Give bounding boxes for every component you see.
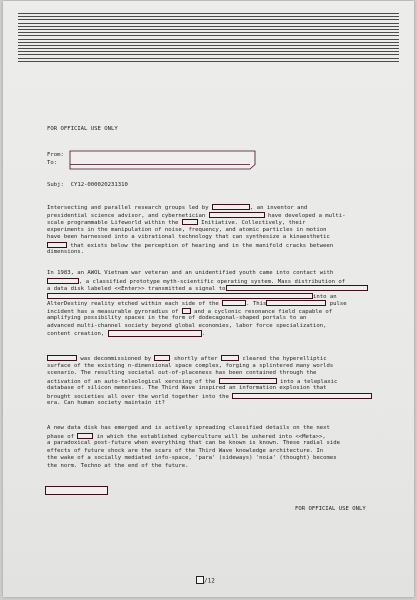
text-span: into a teleplaxic [280,378,338,385]
text-span: Intersecting and parallel research groups led by [47,205,209,212]
text-line: A new data disk has emerged and is actively spreading classified details on the next [47,425,330,431]
text-line: era. Can human society maintain it? [47,400,165,407]
text-span: Initiative. Collectively, their [201,220,306,227]
classification-marking-top: FOR OFFICIAL USE ONLY [47,126,118,132]
text-line: amplifying possibility spaces in the form of dodecagonal-shaped portals to an [47,315,307,322]
redaction-box [226,285,368,291]
text-line: the norm. Techno at the end of the future. [47,462,189,469]
page-number-box [196,576,204,584]
text-span: have developed a multi- [268,212,346,219]
text-span: phase of [47,433,74,440]
text-span: AlterDestiny reality etched within each side of the [47,301,219,308]
text-span: a data disk labeled <<Enter>> transmitted a signal to [47,286,226,293]
signature-redaction-box [45,486,108,495]
redaction-box [232,393,372,399]
text-span: that exists below the perception of hearing and in the manifold cracks between [70,242,334,249]
text-span: , an inventor and [250,205,308,212]
text-span: in which the established cyberculture will be ushered into <<Meta>>, [96,433,326,440]
redaction-box [108,330,202,336]
redaction-box [266,300,326,306]
redaction-box [47,355,77,361]
redaction-box [219,378,277,384]
header-stripes [18,13,399,65]
redaction-box [47,278,79,284]
text-span: cleared the hyperelliptic [242,356,327,363]
redaction-box [222,300,246,306]
from-label: From: [47,152,64,158]
redaction-box [182,308,191,314]
document-page [3,1,414,597]
text-span: presidential science advisor, and cybernetician [47,212,206,219]
redaction-box [47,242,67,248]
text-span: incident has a measurable gyroradius of [47,308,179,315]
redaction-box [209,212,265,218]
to-label: To: [47,160,58,166]
text-span: . This [246,301,267,308]
page-total: /12 [204,577,215,585]
subject-label: Subj: [47,182,64,188]
text-span: and a cyclonic resonance field capable of [194,308,333,315]
text-line: the wake of a socially mediated info-space, 'para' (sideways) 'noia' (thought) becomes [47,455,337,462]
page-number [196,576,215,586]
redaction-box [77,433,93,439]
subject-line [47,182,128,190]
text-span: shortly after [173,356,218,363]
text-line: advanced multi-channel society beyond global economies, labor force specialization, [47,322,327,329]
text-span: , a classified prototype myth-scientific operating system. Mass distribution of [79,278,346,285]
text-line: have been harnessed into a vibrational technology that can synthesize a kinaesthetic [47,234,330,241]
address-redaction-box [69,150,259,172]
text-line: In 1983, an AWOL Vietnam war veteran and an unidentified youth came into contact with [47,270,334,276]
redaction-box [47,293,313,299]
text-line [47,242,333,251]
text-line: effects of future shock are the scars of the Third Wave knowledge architecture. In [47,447,324,454]
text-span: brought societies all over the world together into the [47,393,229,400]
redaction-box [212,204,250,210]
text-line: scenario. The resulting societal out-of-placeness has been contained through the [47,370,317,377]
redaction-box [182,219,198,225]
text-span: content creation, [47,331,105,338]
text-span: pulse [329,301,347,308]
text-span: into an [313,293,337,300]
text-line: dimensions. [47,249,85,256]
redaction-box [154,355,170,361]
classification-marking-bottom: FOR OFFICIAL USE ONLY [295,506,366,512]
text-line: a paradoxical post-future when everything that can be known is known. These radial side [47,440,340,447]
text-span: scale programmable Lifeworld within the [47,220,179,227]
text-line: database of silicon memories. The Third Wave inspired an information explosion that [47,385,327,392]
text-line: surface of the existing n-dimensional space complex, forging a splintered many worlds [47,362,334,369]
redaction-box [221,355,239,361]
text-line: content creation, . [47,331,206,338]
text-span: was decommissioned by [80,356,152,363]
text-span: activation of an auto-teleological xeroxing of the [47,378,216,385]
text-line: experiments in the manipulation of noise, frequency, and atomic particles in motion [47,226,327,233]
subject-code: CY12-000020231310 [70,182,128,188]
